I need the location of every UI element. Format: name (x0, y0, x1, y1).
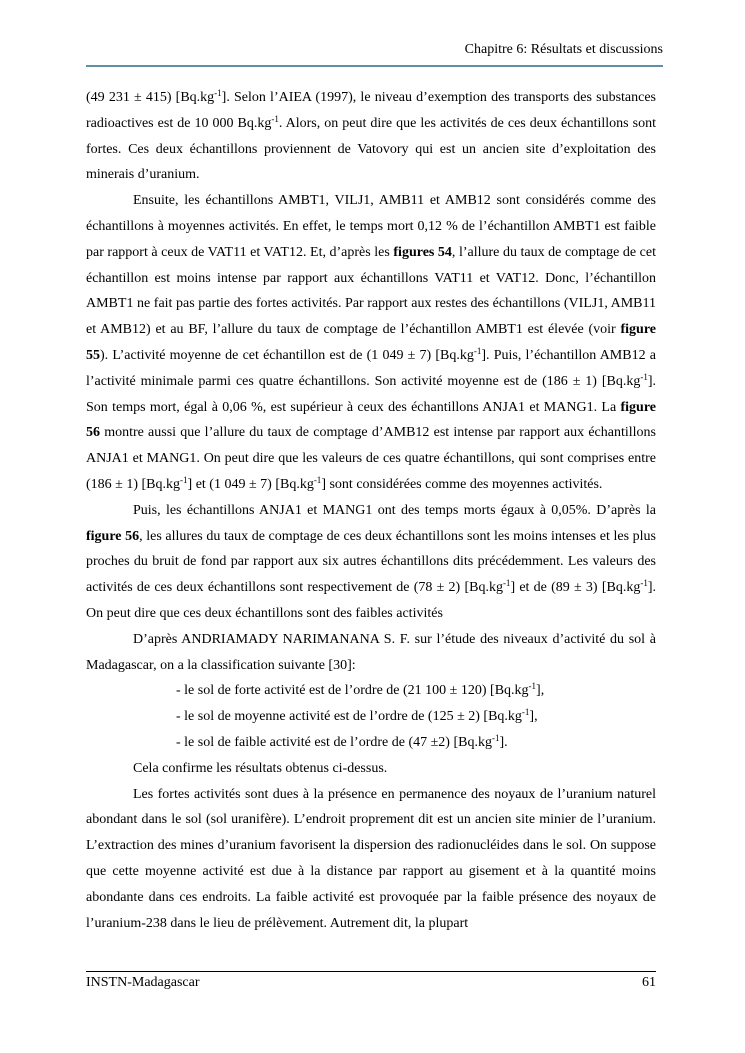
list-item: - le sol de forte activité est de l’ordre de (21 100 ± 120) $[Bq.kg^{-1}]$, (176, 681, 545, 699)
header-rule (86, 65, 663, 67)
paragraph-6: Les fortes activités sont dues à la présence en permanence des noyaux de l’uranium naturel abondant dans le sol (sol uranifère). L’endroit proprement dit est un ancien site minier de l’uranium. L’extraction des mines d’uranium favorisent la dispersion des radionucléides dans le sol. On suppose que cette moyenne activité est due à la distance par rapport au gisement et à la quantité moins abondante dans ces endroits. La faible activité est provoquée par la faible présence des noyaux de l’uranium-238 dans le lieu de prélèvement. Autrement dit, la plupart (86, 786, 656, 931)
figure-ref: figure 56 (86, 528, 140, 544)
figure-ref: figure 55 (86, 322, 656, 363)
footer-institution: INSTN-Madagascar (86, 975, 200, 990)
figure-ref: figure 56 (86, 399, 656, 441)
list-item: - le sol de moyenne activité est de l’ordre de (125 ± 2) $[Bq.kg^{-1}]$, (176, 707, 538, 725)
list-item: - le sol de faible activité est de l’ordre de (47 ±2) $[Bq.kg^{-1}]$. (176, 732, 508, 750)
footer-rule (86, 971, 656, 972)
paragraph-5: Cela confirme les résultats obtenus ci-dessus. (133, 760, 388, 776)
running-header: Chapitre 6: Résultats et discussions (464, 42, 663, 57)
figure-ref: figures 54 (393, 244, 452, 260)
paragraph-2: Ensuite, les échantillons AMBT1, VILJ1, AMB11 et AMB12 sont considérés comme des échantillons à moyennes activités. En effet, le temps mort 0,12 % de l’échantillon AMBT1 est faible par rapport à ceux de VAT11 et VAT12. Et, d’après les figures 54, l’allure du taux de comptage de cet échantillon est moins intense par rapport aux échantillons VAT11 et VAT12. Donc, l’échantillon AMBT1 ne fait pas partie des fortes activités. Par rapport aux restes des échantillons (VILJ1, AMB11 et AMB12) et au BF, l’allure du taux de comptage de l’échantillon AMBT1 est élevée (voir figure 55). L’activité moyenne de cet échantillon est de (1 049 ± 7) $[Bq.kg^{-1}]$. Puis, l’échantillon AMB12 a l’activité minimale parmi ces quatre échantillons. Son activité moyenne est de (186 ± 1) $[Bq.kg^{-1}]$. Son temps mort, égal à 0,06 %, est supérieur à ceux des échantillons ANJA1 et MANG1. La figure 56 montre aussi que l’allure du taux de comptage d’AMB12 est intense par rapport aux échantillons ANJA1 et MANG1. On peut dire que les valeurs de ces quatre échantillons, qui sont comprises entre (186 ± 1) $[Bq.kg^{-1}]$ et (1 049 ± 7) $[Bq.kg^{-1}]$ sont considérées comme des moyennes activités. (86, 193, 657, 492)
paragraph-4: D’après ANDRIAMADY NARIMANANA S. F. sur l’étude des niveaux d’activité du sol à Madagascar, on a la classification suivante [30]: (86, 631, 656, 673)
page-body (86, 85, 656, 936)
page-number: 61 (642, 975, 656, 990)
paragraph-1: (49 231 ± 415) $[Bq.kg^{-1}]$. Selon l’AIEA (1997), le niveau d’exemption des transports des substances radioactives est de 10 000 $Bq.kg^{-1}$. Alors, on peut dire que les activités de ces deux échantillons sont fortes. Ces deux échantillons proviennent de Vatovory qui est un ancien site d’exploitation des minerais d’uranium. (86, 88, 656, 183)
paragraph-3: Puis, les échantillons ANJA1 et MANG1 ont des temps morts égaux à 0,05%. D’après la figure 56, les allures du taux de comptage de ces deux échantillons sont les moins intenses et les plus proches du bruit de fond par rapport aux six autres échantillons dits précédemment. Les valeurs des activités de ces deux échantillons sont respectivement de (78 ± 2) $[Bq.kg^{-1}]$ et de (89 ± 3) $[Bq.kg^{-1}]$. On peut dire que ces deux échantillons sont des faibles activités (86, 502, 656, 621)
